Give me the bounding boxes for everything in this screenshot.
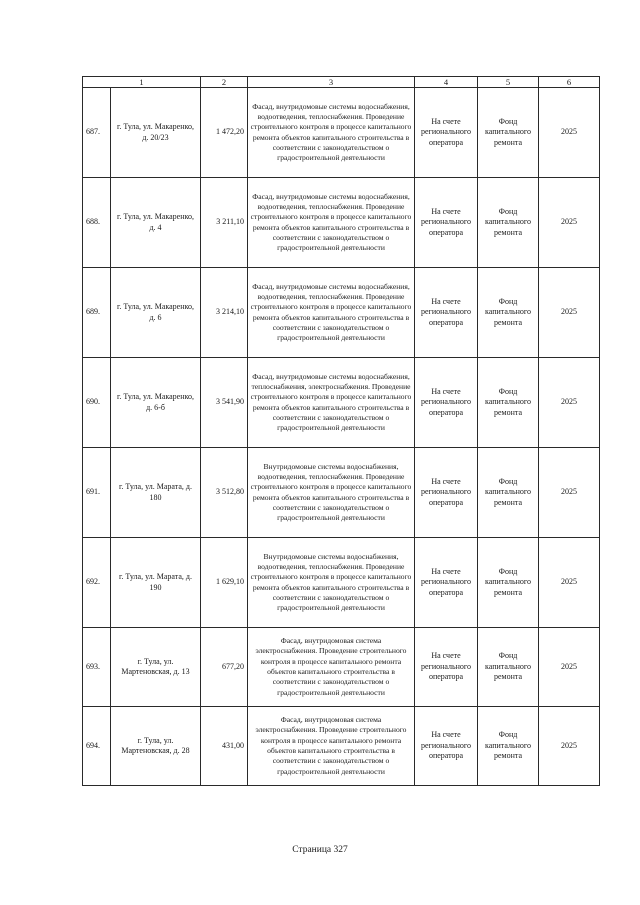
- fund-cell: Фонд капитального ремонта: [478, 707, 539, 786]
- table-row: [83, 448, 600, 538]
- year-cell: 2025: [539, 358, 600, 448]
- address-cell: г. Тула, ул. Марата, д. 190: [111, 538, 201, 628]
- address-cell: г. Тула, ул. Макаренко, д. 6: [111, 268, 201, 358]
- fund-cell: Фонд капитального ремонта: [478, 538, 539, 628]
- table-row: [83, 88, 600, 178]
- table-row: [83, 178, 600, 268]
- area-cell: 3 211,10: [201, 178, 248, 268]
- table-row: [83, 358, 600, 448]
- year-cell: 2025: [539, 88, 600, 178]
- fund-cell: Фонд капитального ремонта: [478, 628, 539, 707]
- header-cell-2: 2: [201, 77, 248, 88]
- year-cell: 2025: [539, 268, 600, 358]
- account-cell: На счете регионального оператора: [415, 538, 478, 628]
- works-cell: Фасад, внутридомовые системы водоснабжения, водоотведения, теплоснабжения. Проведение строительного контроля в процессе капитального ремонта объектов капитального строительства в соответствии с законодательством о градостроительной деятельности: [248, 178, 415, 268]
- repair-program-table: [82, 76, 600, 786]
- account-cell: На счете регионального оператора: [415, 358, 478, 448]
- area-cell: 431,00: [201, 707, 248, 786]
- works-cell: Фасад, внутридомовая система электроснабжения. Проведение строительного контроля в процессе капитального ремонта объектов капитального строительства в соответствии с законодательством о градостроительной деятельности: [248, 707, 415, 786]
- row-number: 687.: [83, 88, 111, 178]
- row-number: 691.: [83, 448, 111, 538]
- area-cell: 1 629,10: [201, 538, 248, 628]
- table-row: [83, 707, 600, 786]
- row-number: 690.: [83, 358, 111, 448]
- fund-cell: Фонд капитального ремонта: [478, 448, 539, 538]
- header-cell-4: 4: [415, 77, 478, 88]
- year-cell: 2025: [539, 707, 600, 786]
- area-cell: 3 512,80: [201, 448, 248, 538]
- address-cell: г. Тула, ул. Макаренко, д. 20/23: [111, 88, 201, 178]
- header-cell-1: 1: [83, 77, 201, 88]
- account-cell: На счете регионального оператора: [415, 707, 478, 786]
- fund-cell: Фонд капитального ремонта: [478, 358, 539, 448]
- area-cell: 3 214,10: [201, 268, 248, 358]
- page-number: Страница 327: [292, 845, 348, 855]
- table-row: [83, 538, 600, 628]
- address-cell: г. Тула, ул. Марата, д. 180: [111, 448, 201, 538]
- header-cell-6: 6: [539, 77, 600, 88]
- table-row: [83, 268, 600, 358]
- header-cell-5: 5: [478, 77, 539, 88]
- area-cell: 677,20: [201, 628, 248, 707]
- area-cell: 1 472,20: [201, 88, 248, 178]
- address-cell: г. Тула, ул. Макаренко, д. 6-б: [111, 358, 201, 448]
- row-number: 688.: [83, 178, 111, 268]
- row-number: 692.: [83, 538, 111, 628]
- row-number: 693.: [83, 628, 111, 707]
- row-number: 694.: [83, 707, 111, 786]
- works-cell: Внутридомовые системы водоснабжения, водоотведения, теплоснабжения. Проведение строительного контроля в процессе капитального ремонта объектов капитального строительства в соответствии с законодательством о градостроительной деятельности: [248, 538, 415, 628]
- year-cell: 2025: [539, 448, 600, 538]
- account-cell: На счете регионального оператора: [415, 88, 478, 178]
- works-cell: Фасад, внутридомовые системы водоснабжения, теплоснабжения, электроснабжения. Проведение строительного контроля в процессе капитального ремонта объектов капитального строительства в соответствии с законодательством о градостроительной деятельности: [248, 358, 415, 448]
- address-cell: г. Тула, ул. Мартеновская, д. 13: [111, 628, 201, 707]
- header-cell-3: 3: [248, 77, 415, 88]
- fund-cell: Фонд капитального ремонта: [478, 88, 539, 178]
- account-cell: На счете регионального оператора: [415, 178, 478, 268]
- row-number: 689.: [83, 268, 111, 358]
- year-cell: 2025: [539, 538, 600, 628]
- works-cell: Внутридомовые системы водоснабжения, водоотведения, теплоснабжения. Проведение строительного контроля в процессе капитального ремонта объектов капитального строительства в соответствии с законодательством о градостроительной деятельности: [248, 448, 415, 538]
- works-cell: Фасад, внутридомовая система электроснабжения. Проведение строительного контроля в процессе капитального ремонта объектов капитального строительства в соответствии с законодательством о градостроительной деятельности: [248, 628, 415, 707]
- works-cell: Фасад, внутридомовые системы водоснабжения, водоотведения, теплоснабжения. Проведение строительного контроля в процессе капитального ремонта объектов капитального строительства в соответствии с законодательством о градостроительной деятельности: [248, 268, 415, 358]
- year-cell: 2025: [539, 178, 600, 268]
- year-cell: 2025: [539, 628, 600, 707]
- account-cell: На счете регионального оператора: [415, 448, 478, 538]
- account-cell: На счете регионального оператора: [415, 628, 478, 707]
- works-cell: Фасад, внутридомовые системы водоснабжения, водоотведения, теплоснабжения. Проведение строительного контроля в процессе капитального ремонта объектов капитального строительства в соответствии с законодательством о градостроительной деятельности: [248, 88, 415, 178]
- fund-cell: Фонд капитального ремонта: [478, 178, 539, 268]
- address-cell: г. Тула, ул. Макаренко, д. 4: [111, 178, 201, 268]
- address-cell: г. Тула, ул. Мартеновская, д. 28: [111, 707, 201, 786]
- fund-cell: Фонд капитального ремонта: [478, 268, 539, 358]
- area-cell: 3 541,90: [201, 358, 248, 448]
- header-row: [83, 77, 600, 88]
- table-row: [83, 628, 600, 707]
- account-cell: На счете регионального оператора: [415, 268, 478, 358]
